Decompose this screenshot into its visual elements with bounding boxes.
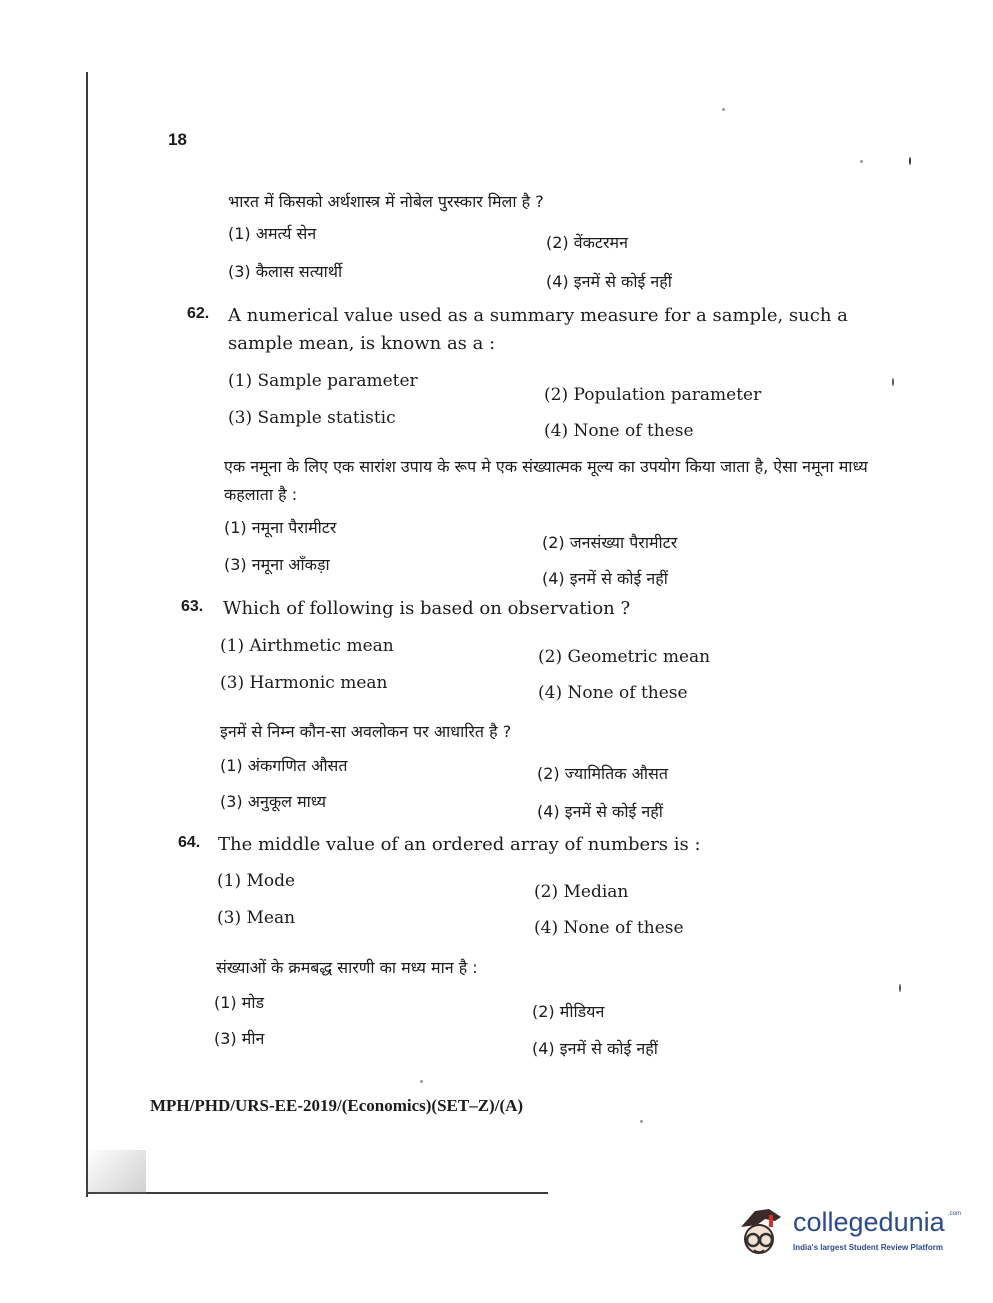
option-4-hindi: (4) इनमें से कोई नहीं	[537, 802, 663, 821]
question-number: 64.	[178, 834, 201, 851]
option-3-hindi: (3) नमूना आँकड़ा	[224, 555, 330, 574]
option-1-hindi: (1) मोड	[214, 993, 265, 1012]
option-2: (2) वेंकटरमन	[546, 233, 628, 252]
exam-code-footer: MPH/PHD/URS-EE-2019/(Economics)(SET–Z)/(A)	[150, 1096, 524, 1115]
option-4-hindi: (4) इनमें से कोई नहीं	[542, 569, 668, 588]
question-number: 62.	[187, 305, 210, 322]
option-2: (2) Median	[534, 882, 629, 902]
option-1: (1) Sample parameter	[228, 371, 418, 391]
left-margin-rule	[86, 72, 88, 1197]
page-number: 18	[168, 130, 187, 149]
option-1-hindi: (1) अंकगणित औसत	[220, 756, 348, 775]
brand-domain: .com	[948, 1211, 962, 1217]
scan-shadow	[86, 1150, 146, 1194]
option-4: (4) इनमें से कोई नहीं	[546, 272, 672, 291]
option-2: (2) Population parameter	[544, 385, 762, 405]
option-3: (3) Harmonic mean	[220, 673, 388, 693]
option-4-hindi: (4) इनमें से कोई नहीं	[532, 1039, 658, 1058]
question-english-stem: The middle value of an ordered array of numbers is :	[218, 834, 701, 855]
option-4: (4) None of these	[534, 918, 684, 938]
option-1: (1) Airthmetic mean	[220, 636, 394, 656]
question-hindi-stem: संख्याओं के क्रमबद्ध सारणी का मध्य मान है :	[216, 958, 478, 977]
option-2-hindi: (2) ज्यामितिक औसत	[537, 764, 668, 783]
question-hindi-stem: इनमें से निम्न कौन-सा अवलोकन पर आधारित है ?	[220, 722, 512, 741]
brand-tagline: India's largest Student Review Platform	[793, 1243, 943, 1252]
option-2-hindi: (2) जनसंख्या पैरामीटर	[542, 533, 678, 552]
option-3: (3) Mean	[217, 908, 296, 928]
option-2: (2) Geometric mean	[538, 647, 711, 667]
option-1: (1) Mode	[217, 871, 296, 891]
option-3-hindi: (3) मीन	[214, 1029, 265, 1048]
brand-name: collegedunia	[793, 1207, 945, 1237]
question-english-stem: Which of following is based on observation ?	[223, 598, 631, 619]
question-number: 63.	[181, 598, 204, 615]
option-2-hindi: (2) मीडियन	[532, 1002, 605, 1021]
option-1: (1) अमर्त्य सेन	[228, 224, 317, 243]
option-3: (3) Sample statistic	[228, 408, 396, 428]
question-hindi-stem: भारत में किसको अर्थशास्त्र में नोबेल पुरस्कार मिला है ?	[228, 192, 544, 211]
option-4: (4) None of these	[544, 421, 694, 441]
option-1-hindi: (1) नमूना पैरामीटर	[224, 518, 337, 537]
option-3-hindi: (3) अनुकूल माध्य	[220, 792, 327, 811]
collegedunia-logo	[735, 1205, 965, 1265]
question-english-stem: A numerical value used as a summary measure for a sample, such a sample mean, is known as a :	[228, 305, 848, 354]
bottom-rule	[86, 1192, 548, 1194]
mascot-icon	[735, 1205, 791, 1263]
option-4: (4) None of these	[538, 683, 688, 703]
option-3: (3) कैलास सत्यार्थी	[228, 262, 343, 281]
question-hindi-stem: एक नमूना के लिए एक सारांश उपाय के रूप मे एक संख्यात्मक मूल्य का उपयोग किया जाता है, ऐसा नमूना माध्य कहलाता है :	[224, 457, 868, 504]
